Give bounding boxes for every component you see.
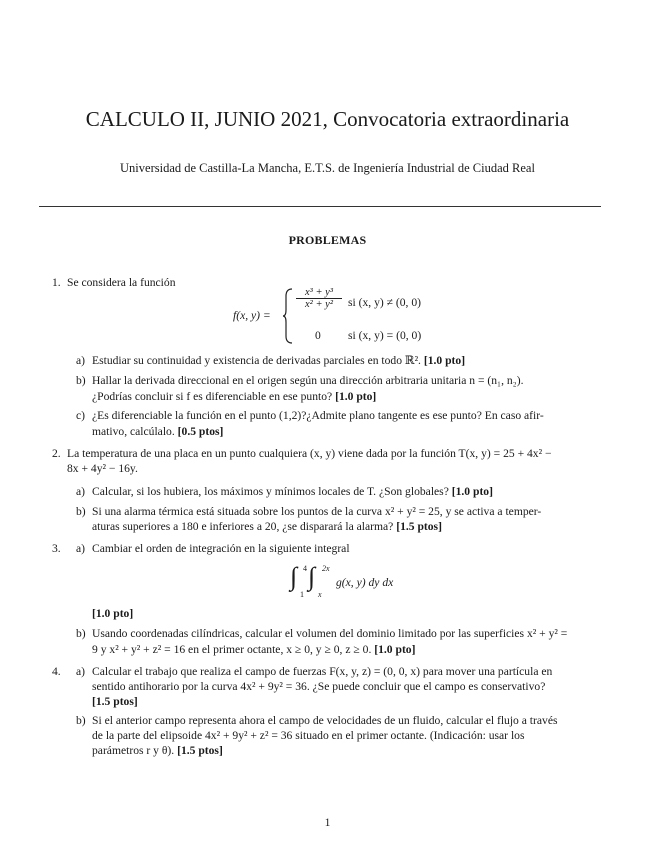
item-points: [1.5 ptos] — [92, 695, 138, 708]
problem-intro: Se considera la función — [67, 276, 176, 289]
function-lhs: f(x, y) = — [233, 309, 271, 322]
problem-number: 3. — [52, 542, 61, 555]
problem-number: 1. — [52, 276, 61, 289]
case-value: 0 — [315, 329, 321, 342]
item-text: Cambiar el orden de integración en la siguiente integral — [92, 542, 350, 555]
integrand: g(x, y) dy dx — [336, 576, 394, 589]
item-label: c) — [76, 409, 86, 422]
case-condition: si (x, y) = (0, 0) — [348, 329, 422, 342]
item-text: Estudiar su continuidad y existencia de derivadas parciales en todo ℝ². [1.0 pto] — [92, 354, 466, 367]
item-text: Calcular, si los hubiera, los máximos y mínimos locales de T. ¿Son globales? [1.0 pto] — [92, 485, 493, 498]
integral-lower-limit: x — [318, 590, 322, 599]
integral-sign-outer: ∫ — [290, 562, 298, 591]
problem-number: 2. — [52, 447, 61, 460]
item-label: b) — [76, 714, 86, 727]
page-number: 1 — [324, 816, 331, 829]
item-text: ¿Es diferenciable la función en el punto (1,2)?¿Admite plano tangente es ese punto? En caso afir- — [92, 409, 544, 422]
problem-text: La temperatura de una placa en un punto cualquiera (x, y) viene dada por la función T(x, y) = 25 + 4x² − — [67, 447, 552, 460]
item-text: sentido antihorario por la curva 4x² + 9y² = 36. ¿Se puede concluir que el campo es conservativo? — [92, 680, 546, 693]
item-text: Si el anterior campo representa ahora el campo de velocidades de un fluido, calcular el flujo a través — [92, 714, 558, 727]
item-text: Hallar la derivada direccional en el origen según una dirección arbitraria unitaria n = (n₁, n₂). — [92, 374, 524, 387]
integral-sign-inner: ∫ — [308, 562, 316, 591]
item-points: [1.5 ptos] — [396, 520, 442, 533]
item-points: [1.0 pto] — [451, 485, 493, 498]
section-heading: PROBLEMAS — [288, 233, 367, 247]
item-text: Si una alarma térmica está situada sobre los puntos de la curva x² + y² = 25, y se activa a temper- — [92, 505, 542, 518]
item-label: b) — [76, 505, 86, 518]
item-label: a) — [76, 485, 86, 498]
problem-text: 8x + 4y² − 16y. — [67, 462, 138, 475]
item-text: 9 y x² + y² + z² = 16 en el primer octante, x ≥ 0, y ≥ 0, z ≥ 0. [1.0 pto] — [92, 643, 416, 656]
item-points: [1.0 pto] — [92, 607, 134, 620]
item-text: mativo, calcúlalo. [0.5 ptos] — [92, 425, 224, 438]
item-points: [0.5 ptos] — [177, 425, 224, 438]
item-text: Usando coordenadas cilíndricas, calcular el volumen del dominio limitado por las superficies x² + y² = — [92, 627, 568, 640]
item-text: Calcular el trabajo que realiza el campo de fuerzas F(x, y, z) = (0, 0, x) para mover una partícula en — [92, 665, 553, 678]
case-condition: si (x, y) ≠ (0, 0) — [348, 296, 422, 309]
item-points: [1.0 pto] — [335, 390, 377, 403]
item-text: parámetros r y θ). [1.5 ptos] — [92, 744, 223, 757]
item-text: de la parte del elipsoide 4x² + 9y² + z² = 36 situado en el primer octante. (Indicación: usar los — [92, 729, 525, 742]
item-label: b) — [76, 627, 86, 640]
integral-upper-limit: 4 — [303, 564, 307, 573]
integral-lower-limit: 1 — [300, 590, 304, 599]
item-points: [1.5 ptos] — [177, 744, 223, 757]
item-points: [1.0 pto] — [423, 354, 466, 367]
item-label: a) — [76, 665, 86, 678]
item-label: a) — [76, 542, 86, 555]
item-points: [1.0 pto] — [374, 643, 416, 656]
exam-subtitle: Universidad de Castilla-La Mancha, E.T.S. de Ingeniería Industrial de Ciudad Real — [120, 161, 535, 175]
problem-number: 4. — [52, 665, 61, 678]
fraction — [296, 287, 342, 310]
item-label: a) — [76, 354, 86, 367]
item-text: aturas superiores a 180 e inferiores a 20, ¿se disparará la alarma? [1.5 ptos] — [92, 520, 442, 533]
left-brace — [282, 288, 294, 344]
fraction-denominator: x² + y² — [305, 299, 333, 310]
item-label: b) — [76, 374, 86, 387]
exam-title: CALCULO II, JUNIO 2021, Convocatoria extraordinaria — [85, 107, 570, 131]
fraction-numerator: x³ + y³ — [296, 287, 342, 299]
header-divider — [39, 206, 601, 207]
integral-upper-limit: 2x — [322, 564, 330, 573]
item-text: ¿Podrías concluir si f es diferenciable en ese punto? [1.0 pto] — [92, 390, 377, 403]
